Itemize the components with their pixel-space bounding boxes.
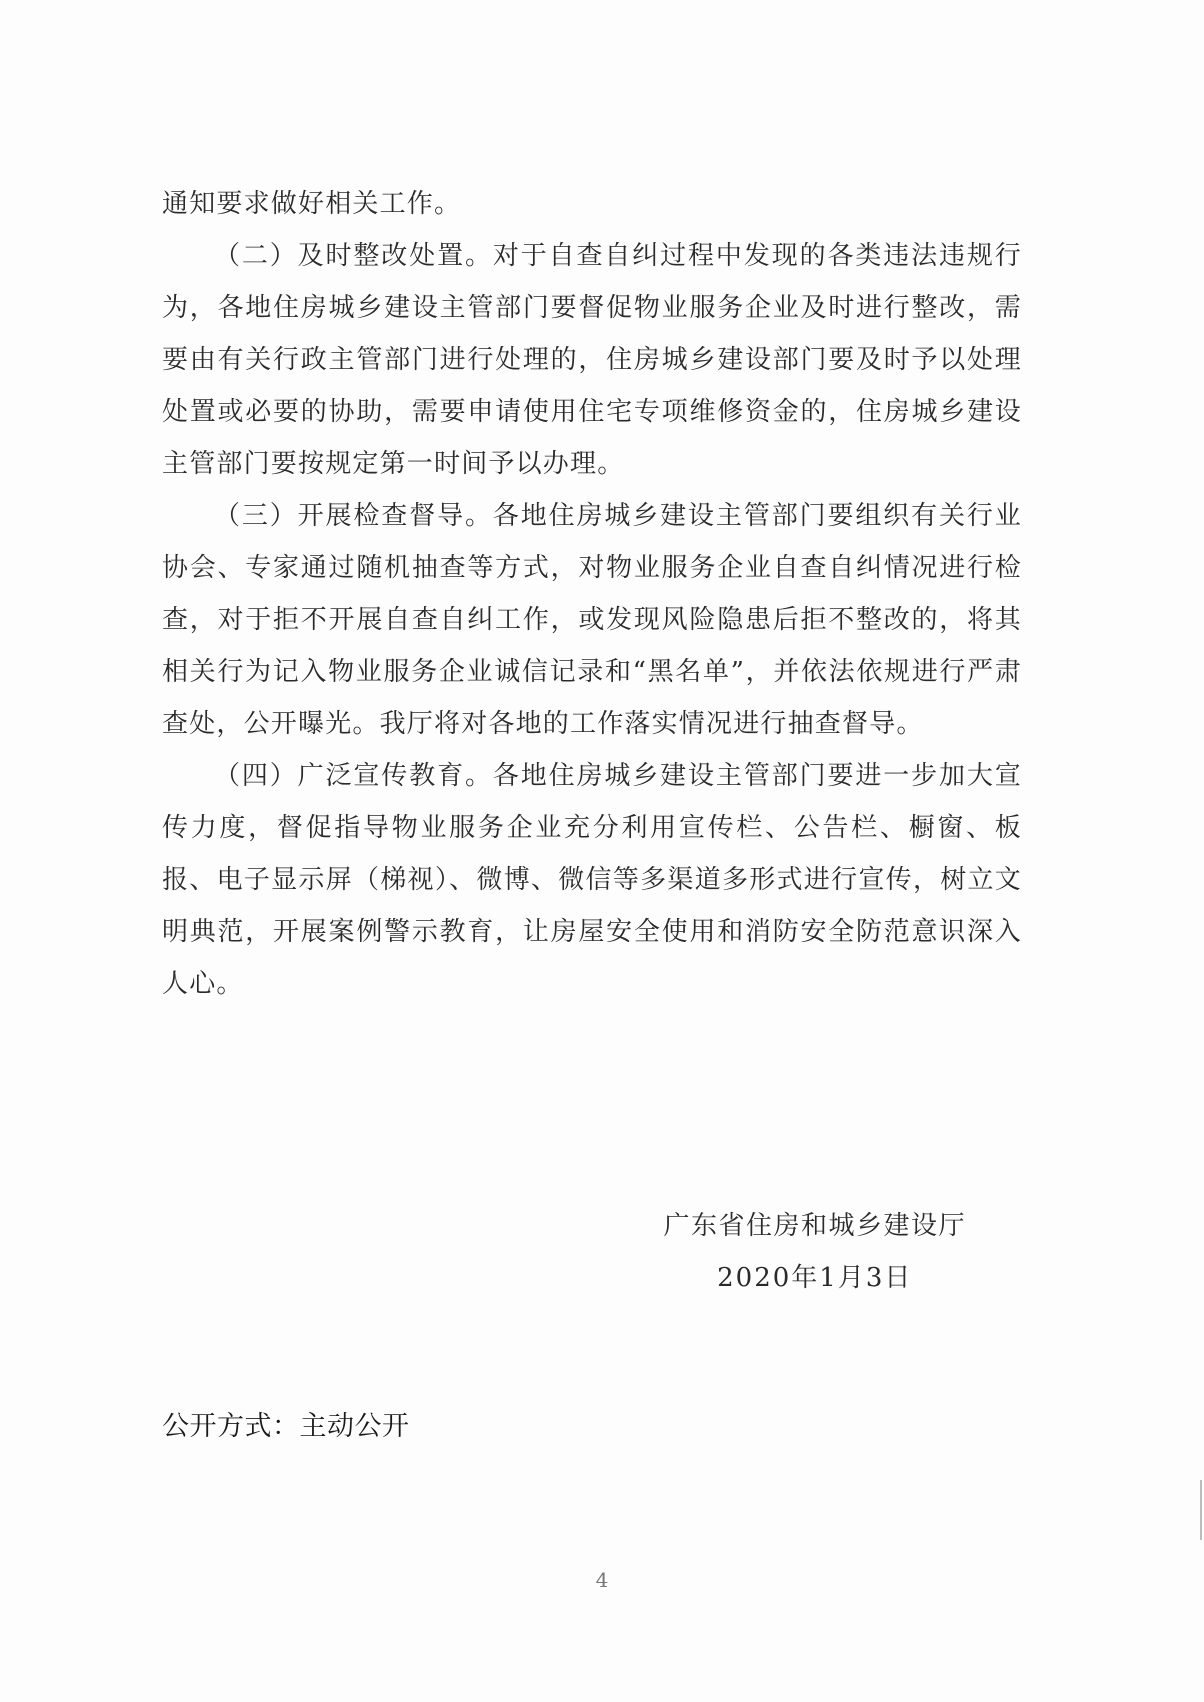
issue-date: 2020年1月3日: [717, 1263, 913, 1293]
disclosure-method: 公开方式：主动公开: [162, 1411, 410, 1442]
document-body: [162, 178, 1022, 1010]
paragraph-section-3: （三）开展检查督导。各地住房城乡建设主管部门要组织有关行业协会、专家通过随机抽查等方式，对物业服务企业自查自纠情况进行检查，对于拒不开展自查自纠工作，或发现风险隐患后拒不整改的，将其相关行为记入物业服务企业诚信记录和“黑名单”，并依法依规进行严肃查处，公开曝光。我厅将对各地的工作落实情况进行抽查督导。: [162, 501, 1022, 739]
paragraph-section-2: （二）及时整改处置。对于自查自纠过程中发现的各类违法违规行为，各地住房城乡建设主管部门要督促物业服务企业及时进行整改，需要由有关行政主管部门进行处理的，住房城乡建设部门要及时予以处理处置或必要的协助，需要申请使用住宅专项维修资金的，住房城乡建设主管部门要按规定第一时间予以办理。: [162, 241, 1022, 479]
page-number: 4: [595, 1568, 609, 1592]
signature-block: [663, 1200, 966, 1304]
issuer-name: 广东省住房和城乡建设厅: [663, 1211, 966, 1241]
scan-edge-mark: [1200, 1480, 1202, 1540]
paragraph-section-4: （四）广泛宣传教育。各地住房城乡建设主管部门要进一步加大宣传力度，督促指导物业服务企业充分利用宣传栏、公告栏、橱窗、板报、电子显示屏（梯视）、微博、微信等多渠道多形式进行宣传，树立文明典范，开展案例警示教育，让房屋安全使用和消防安全防范意识深入人心。: [162, 761, 1022, 999]
paragraph-continuation: 通知要求做好相关工作。: [162, 189, 462, 219]
